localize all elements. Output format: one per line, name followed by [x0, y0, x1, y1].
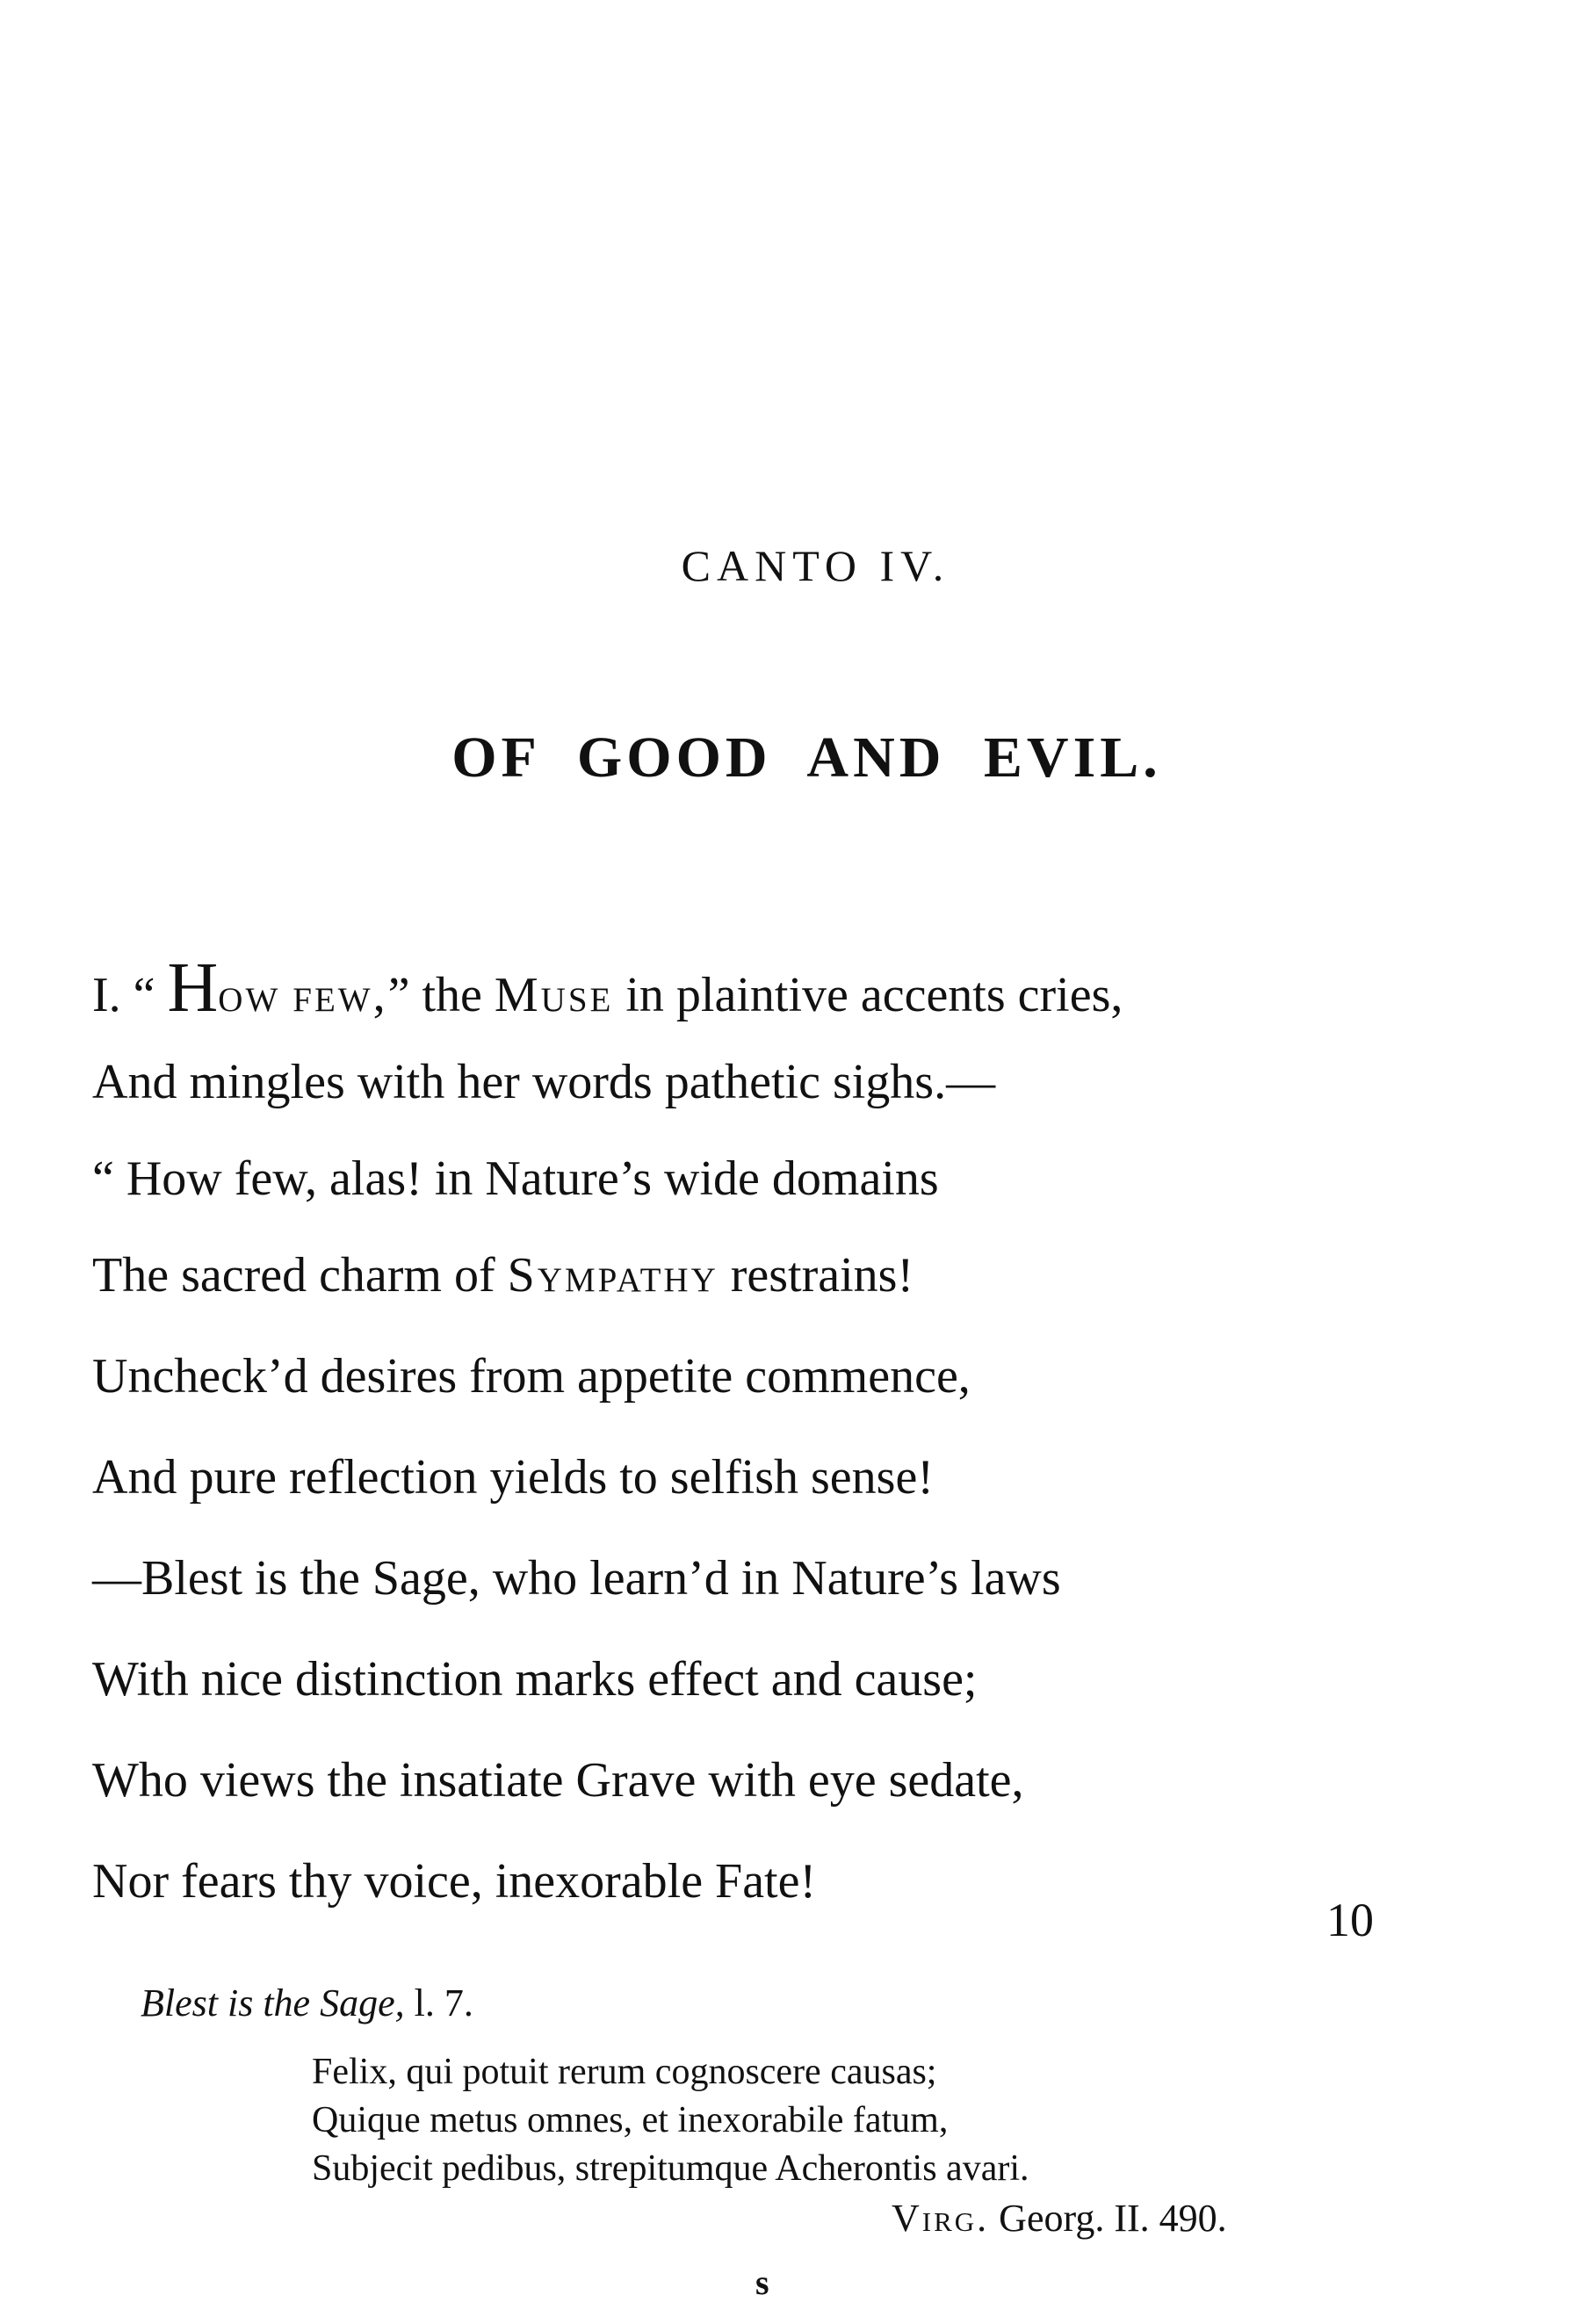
footnote-quote-line-1: Felix, qui potuit rerum cognoscere causas; — [312, 2052, 937, 2092]
canto-heading: CANTO IV. — [681, 541, 950, 590]
verse-line-4 — [92, 1247, 914, 1303]
verse-line-6: And pure reflection yields to selfish sense! — [92, 1450, 934, 1505]
citation-work: Georg. II. 490. — [989, 2197, 1227, 2240]
chapter-title: OF GOOD AND EVIL. — [451, 725, 1162, 790]
sympathy-word: Sympathy — [507, 1248, 719, 1303]
line-number: 10 — [1326, 1894, 1374, 1946]
footnote-ref-phrase: Blest is the Sage, — [141, 1981, 405, 2024]
verse-line-9: Who views the insatiate Grave with eye sedate, — [92, 1753, 1024, 1808]
verse-line-7: —Blest is the Sage, who learn’d in Nature’s laws — [92, 1551, 1061, 1606]
verse-line-1-text-a: ” the — [387, 968, 495, 1022]
verse-line-8: With nice distinction marks effect and cause; — [92, 1652, 978, 1707]
opening-quote: “ — [133, 968, 155, 1022]
footnote-citation — [892, 2196, 1227, 2241]
verse-line-4-text-b: restrains! — [718, 1248, 914, 1303]
drop-initial: H — [167, 949, 219, 1027]
verse-line-1-text-b: in plaintive accents cries, — [613, 968, 1123, 1022]
footnote-ref-line: l. 7. — [404, 1981, 473, 2024]
small-caps-word: few, — [292, 968, 388, 1022]
verse-line-4-text-a: The sacred charm of — [92, 1248, 508, 1303]
initial-word-rest: ow — [218, 968, 281, 1022]
muse-word: Muse — [494, 968, 614, 1022]
footnote-quote-line-2: Quique metus omnes, et inexorabile fatum, — [312, 2100, 949, 2140]
verse-line-2: And mingles with her words pathetic sighs.— — [92, 1055, 996, 1109]
footnote-quote-line-3: Subjecit pedibus, strepitumque Acherontis avari. — [312, 2148, 1029, 2189]
footnote-reference — [141, 1981, 473, 2025]
verse-line-10: Nor fears thy voice, inexorable Fate! — [92, 1854, 817, 1909]
citation-author: Virg. — [892, 2197, 990, 2240]
signature-mark: s — [755, 2263, 769, 2302]
verse-line-1 — [92, 949, 1123, 1028]
stanza-number: I. — [92, 968, 121, 1022]
verse-line-5: Uncheck’d desires from appetite commence, — [92, 1349, 971, 1404]
verse-line-3: “ How few, alas! in Nature’s wide domains — [92, 1151, 939, 1206]
